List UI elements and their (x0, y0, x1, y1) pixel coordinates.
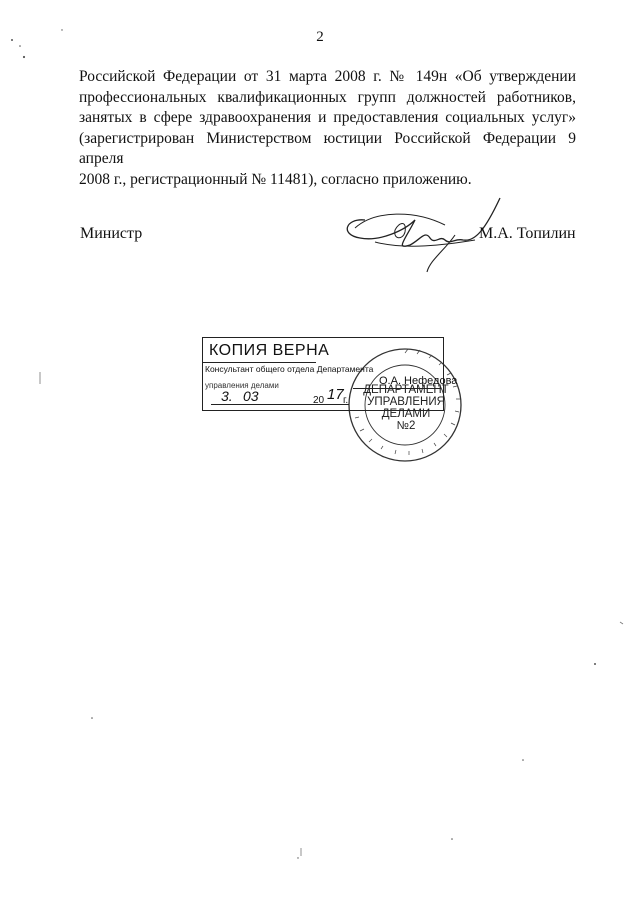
stamp-department-line: управления делами (205, 381, 279, 390)
body-line: (зарегистрирован Министерством юстиции Российской Федерации 9 апреля (79, 129, 576, 167)
minister-name: М.А. Топилин (479, 225, 576, 242)
minister-title: Министр (80, 225, 143, 242)
seal-line: ДЕПАРТАМЕНТ (363, 384, 449, 396)
stamp-date-year-prefix: 20 (313, 395, 325, 406)
stamp-date-suffix: г. (343, 395, 349, 406)
body-line: Российской Федерации от 31 марта 2008 г. № 149н «Об утверждении (79, 68, 576, 85)
stamp-date-month: 03 (243, 388, 259, 404)
seal-line: ДЕЛАМИ (381, 408, 431, 420)
page-number: 2 (316, 29, 324, 45)
stamp-date-year: 17 (327, 386, 344, 403)
stamp-title: КОПИЯ ВЕРНА (209, 342, 330, 359)
stamp-date-day: 3. (221, 388, 233, 404)
stamp-person-name: О.А. Нефедова (379, 375, 458, 387)
body-line: 2008 г., регистрационный № 11481), согласно приложению. (79, 170, 472, 188)
stamp-position-line: Консультант общего отдела Департамента (205, 364, 374, 374)
body-line: занятых в сфере здравоохранения и предоставления социальных услуг» (79, 109, 576, 126)
seal-line: №2 (396, 420, 416, 432)
seal-line: УПРАВЛЕНИЯ (367, 396, 445, 408)
body-line: профессиональных квалификационных групп должностей работников, (79, 88, 576, 106)
